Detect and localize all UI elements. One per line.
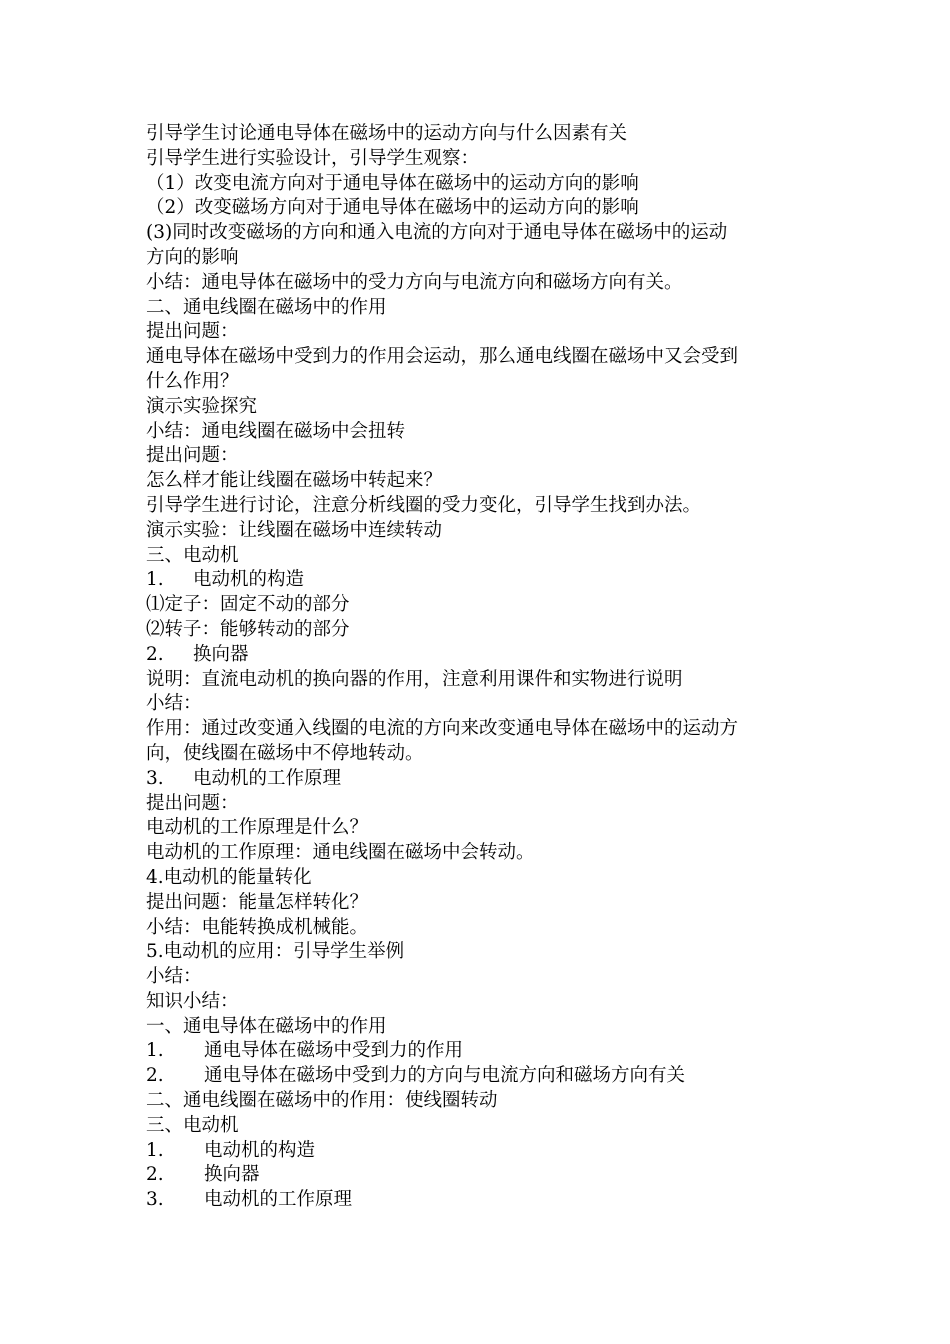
numbered-item (146, 1163, 826, 1188)
text-line: 小结： (146, 693, 202, 715)
text-line: 提出问题： (146, 792, 239, 814)
item-number: 2. (146, 643, 164, 665)
text-line: 怎么样才能让线圈在磁场中转起来？ (146, 470, 443, 492)
text-line: 4.电动机的能量转化 (146, 866, 312, 888)
text-line: 说明：直流电动机的换向器的作用，注意利用课件和实物进行说明 (146, 668, 683, 690)
item-number: 2. (146, 1065, 164, 1087)
text-line: ⑵转子：能够转动的部分 (146, 618, 350, 640)
section-heading: 三、电动机 (146, 544, 239, 566)
text-line: 引导学生进行实验设计，引导学生观察： (146, 147, 480, 169)
text-line: 5.电动机的应用：引导学生举例 (146, 941, 405, 963)
text-line: 演示实验探究 (146, 395, 258, 417)
text-line: 引导学生讨论通电导体在磁场中的运动方向与什么因素有关 (146, 123, 628, 144)
document-body (146, 122, 826, 1213)
item-number: 3. (146, 1189, 164, 1211)
text-line: (3)同时改变磁场的方向和通入电流的方向对于通电导体在磁场中的运动 (146, 222, 728, 244)
item-number: 1. (146, 1040, 164, 1062)
item-text: 电动机的构造 (204, 1139, 316, 1161)
text-line: 电动机的工作原理：通电线圈在磁场中会转动。 (146, 842, 535, 864)
item-text: 电动机的工作原理 (204, 1189, 353, 1211)
text-line: 小结：通电线圈在磁场中会扭转 (146, 420, 406, 442)
text-line: 小结：电能转换成机械能。 (146, 916, 369, 938)
item-text: 通电导体在磁场中受到力的作用 (204, 1040, 464, 1062)
text-line: （1）改变电流方向对于通电导体在磁场中的运动方向的影响 (146, 172, 639, 194)
numbered-item (146, 1139, 826, 1164)
item-text: 换向器 (204, 1164, 260, 1186)
section-heading: 二、通电线圈在磁场中的作用 (146, 296, 387, 318)
item-text: 通电导体在磁场中受到力的方向与电流方向和磁场方向有关 (204, 1065, 686, 1087)
item-number: 3. (146, 767, 164, 789)
item-text: 换向器 (193, 643, 249, 665)
text-line: 提出问题： (146, 445, 239, 467)
text-line: 小结：通电导体在磁场中的受力方向与电流方向和磁场方向有关。 (146, 271, 683, 293)
text-line: 引导学生进行讨论，注意分析线圈的受力变化，引导学生找到办法。 (146, 494, 702, 516)
text-line: 什么作用？ (146, 370, 239, 392)
item-number: 1. (146, 1139, 164, 1161)
text-line: 电动机的工作原理是什么？ (146, 817, 369, 839)
item-text: 电动机的构造 (193, 569, 305, 591)
text-line: 提出问题：能量怎样转化？ (146, 891, 369, 913)
section-heading: 三、电动机 (146, 1114, 239, 1136)
item-text: 电动机的工作原理 (193, 767, 342, 789)
numbered-item (146, 1188, 826, 1213)
text-line: 方向的影响 (146, 246, 239, 268)
numbered-item (146, 568, 826, 593)
text-line: 演示实验：让线圈在磁场中连续转动 (146, 519, 443, 541)
item-number: 1. (146, 569, 164, 591)
text-line: 提出问题： (146, 321, 239, 343)
numbered-item (146, 1039, 826, 1064)
text-line: 作用：通过改变通入线圈的电流的方向来改变通电导体在磁场中的运动方 (146, 718, 739, 740)
text-line: ⑴定子：固定不动的部分 (146, 594, 350, 616)
text-line: 向，使线圈在磁场中不停地转动。 (146, 742, 424, 764)
numbered-item (146, 767, 826, 792)
text-line: 小结： (146, 966, 202, 988)
item-number: 2. (146, 1164, 164, 1186)
numbered-item (146, 1064, 826, 1089)
numbered-item (146, 643, 826, 668)
section-heading: 二、通电线圈在磁场中的作用：使线圈转动 (146, 1090, 498, 1112)
text-line: （2）改变磁场方向对于通电导体在磁场中的运动方向的影响 (146, 197, 639, 219)
text-line: 知识小结： (146, 990, 239, 1012)
section-heading: 一、通电导体在磁场中的作用 (146, 1015, 387, 1037)
text-line: 通电导体在磁场中受到力的作用会运动，那么通电线圈在磁场中又会受到 (146, 346, 739, 368)
